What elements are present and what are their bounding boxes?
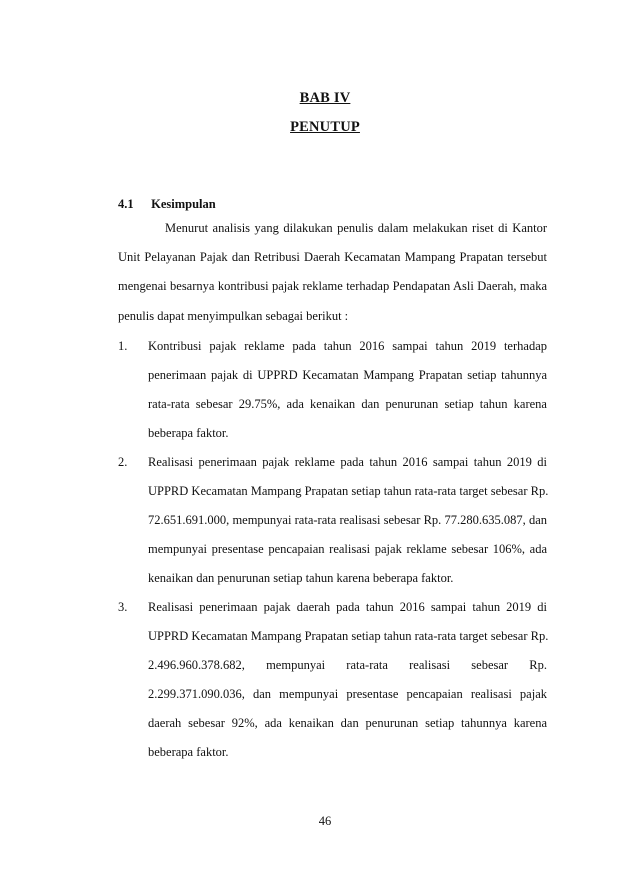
section-number: 4.1 (118, 197, 134, 211)
list-item-line: penerimaan pajak di UPPRD Kecamatan Mampang Prapatan setiap tahunnya (148, 368, 547, 382)
list-item-line: mempunyai presentase pencapaian realisasi pajak reklame sebesar 106%, ada (148, 542, 547, 556)
section-heading (118, 197, 216, 212)
intro-line-1: Menurut analisis yang dilakukan penulis dalam melakukan riset di Kantor (165, 221, 547, 235)
list-marker: 1. (118, 339, 128, 353)
list-item-line: beberapa faktor. (148, 426, 229, 440)
list-item-line: 72.651.691.000, mempunyai rata-rata realisasi sebesar Rp. 77.280.635.087, dan (148, 513, 547, 527)
list-item-line: 2.299.371.090.036, dan mempunyai presentase pencapaian realisasi pajak (148, 687, 547, 701)
list-item-line: kenaikan dan penurunan setiap tahun karena beberapa faktor. (148, 571, 454, 585)
list-item-line: Realisasi penerimaan pajak daerah pada tahun 2016 sampai tahun 2019 di (148, 600, 547, 614)
intro-line-2: Unit Pelayanan Pajak dan Retribusi Daerah Kecamatan Mampang Prapatan tersebut (118, 250, 547, 264)
list-marker: 3. (118, 600, 128, 614)
chapter-title: PENUTUP (290, 119, 360, 135)
chapter-label: BAB IV (299, 90, 351, 106)
list-item-line: beberapa faktor. (148, 745, 229, 759)
intro-line-3: mengenai besarnya kontribusi pajak reklame terhadap Pendapatan Asli Daerah, maka (118, 279, 547, 293)
section-title: Kesimpulan (151, 197, 216, 211)
page-number: 46 (318, 814, 332, 828)
list-item-line: rata-rata sebesar 29.75%, ada kenaikan dan penurunan setiap tahun karena (148, 397, 547, 411)
intro-line-4: penulis dapat menyimpulkan sebagai berikut : (118, 309, 349, 323)
list-item-line: 2.496.960.378.682, mempunyai rata-rata realisasi sebesar Rp. (148, 658, 547, 672)
list-item-line: UPPRD Kecamatan Mampang Prapatan setiap tahun rata-rata target sebesar Rp. (148, 629, 549, 643)
list-item-line: UPPRD Kecamatan Mampang Prapatan setiap tahun rata-rata target sebesar Rp. (148, 484, 549, 498)
list-item-line: Realisasi penerimaan pajak reklame pada tahun 2016 sampai tahun 2019 di (148, 455, 547, 469)
list-item-line: Kontribusi pajak reklame pada tahun 2016 sampai tahun 2019 terhadap (148, 339, 547, 353)
list-marker: 2. (118, 455, 128, 469)
list-item-line: daerah sebesar 92%, ada kenaikan dan penurunan setiap tahunnya karena (148, 716, 547, 730)
